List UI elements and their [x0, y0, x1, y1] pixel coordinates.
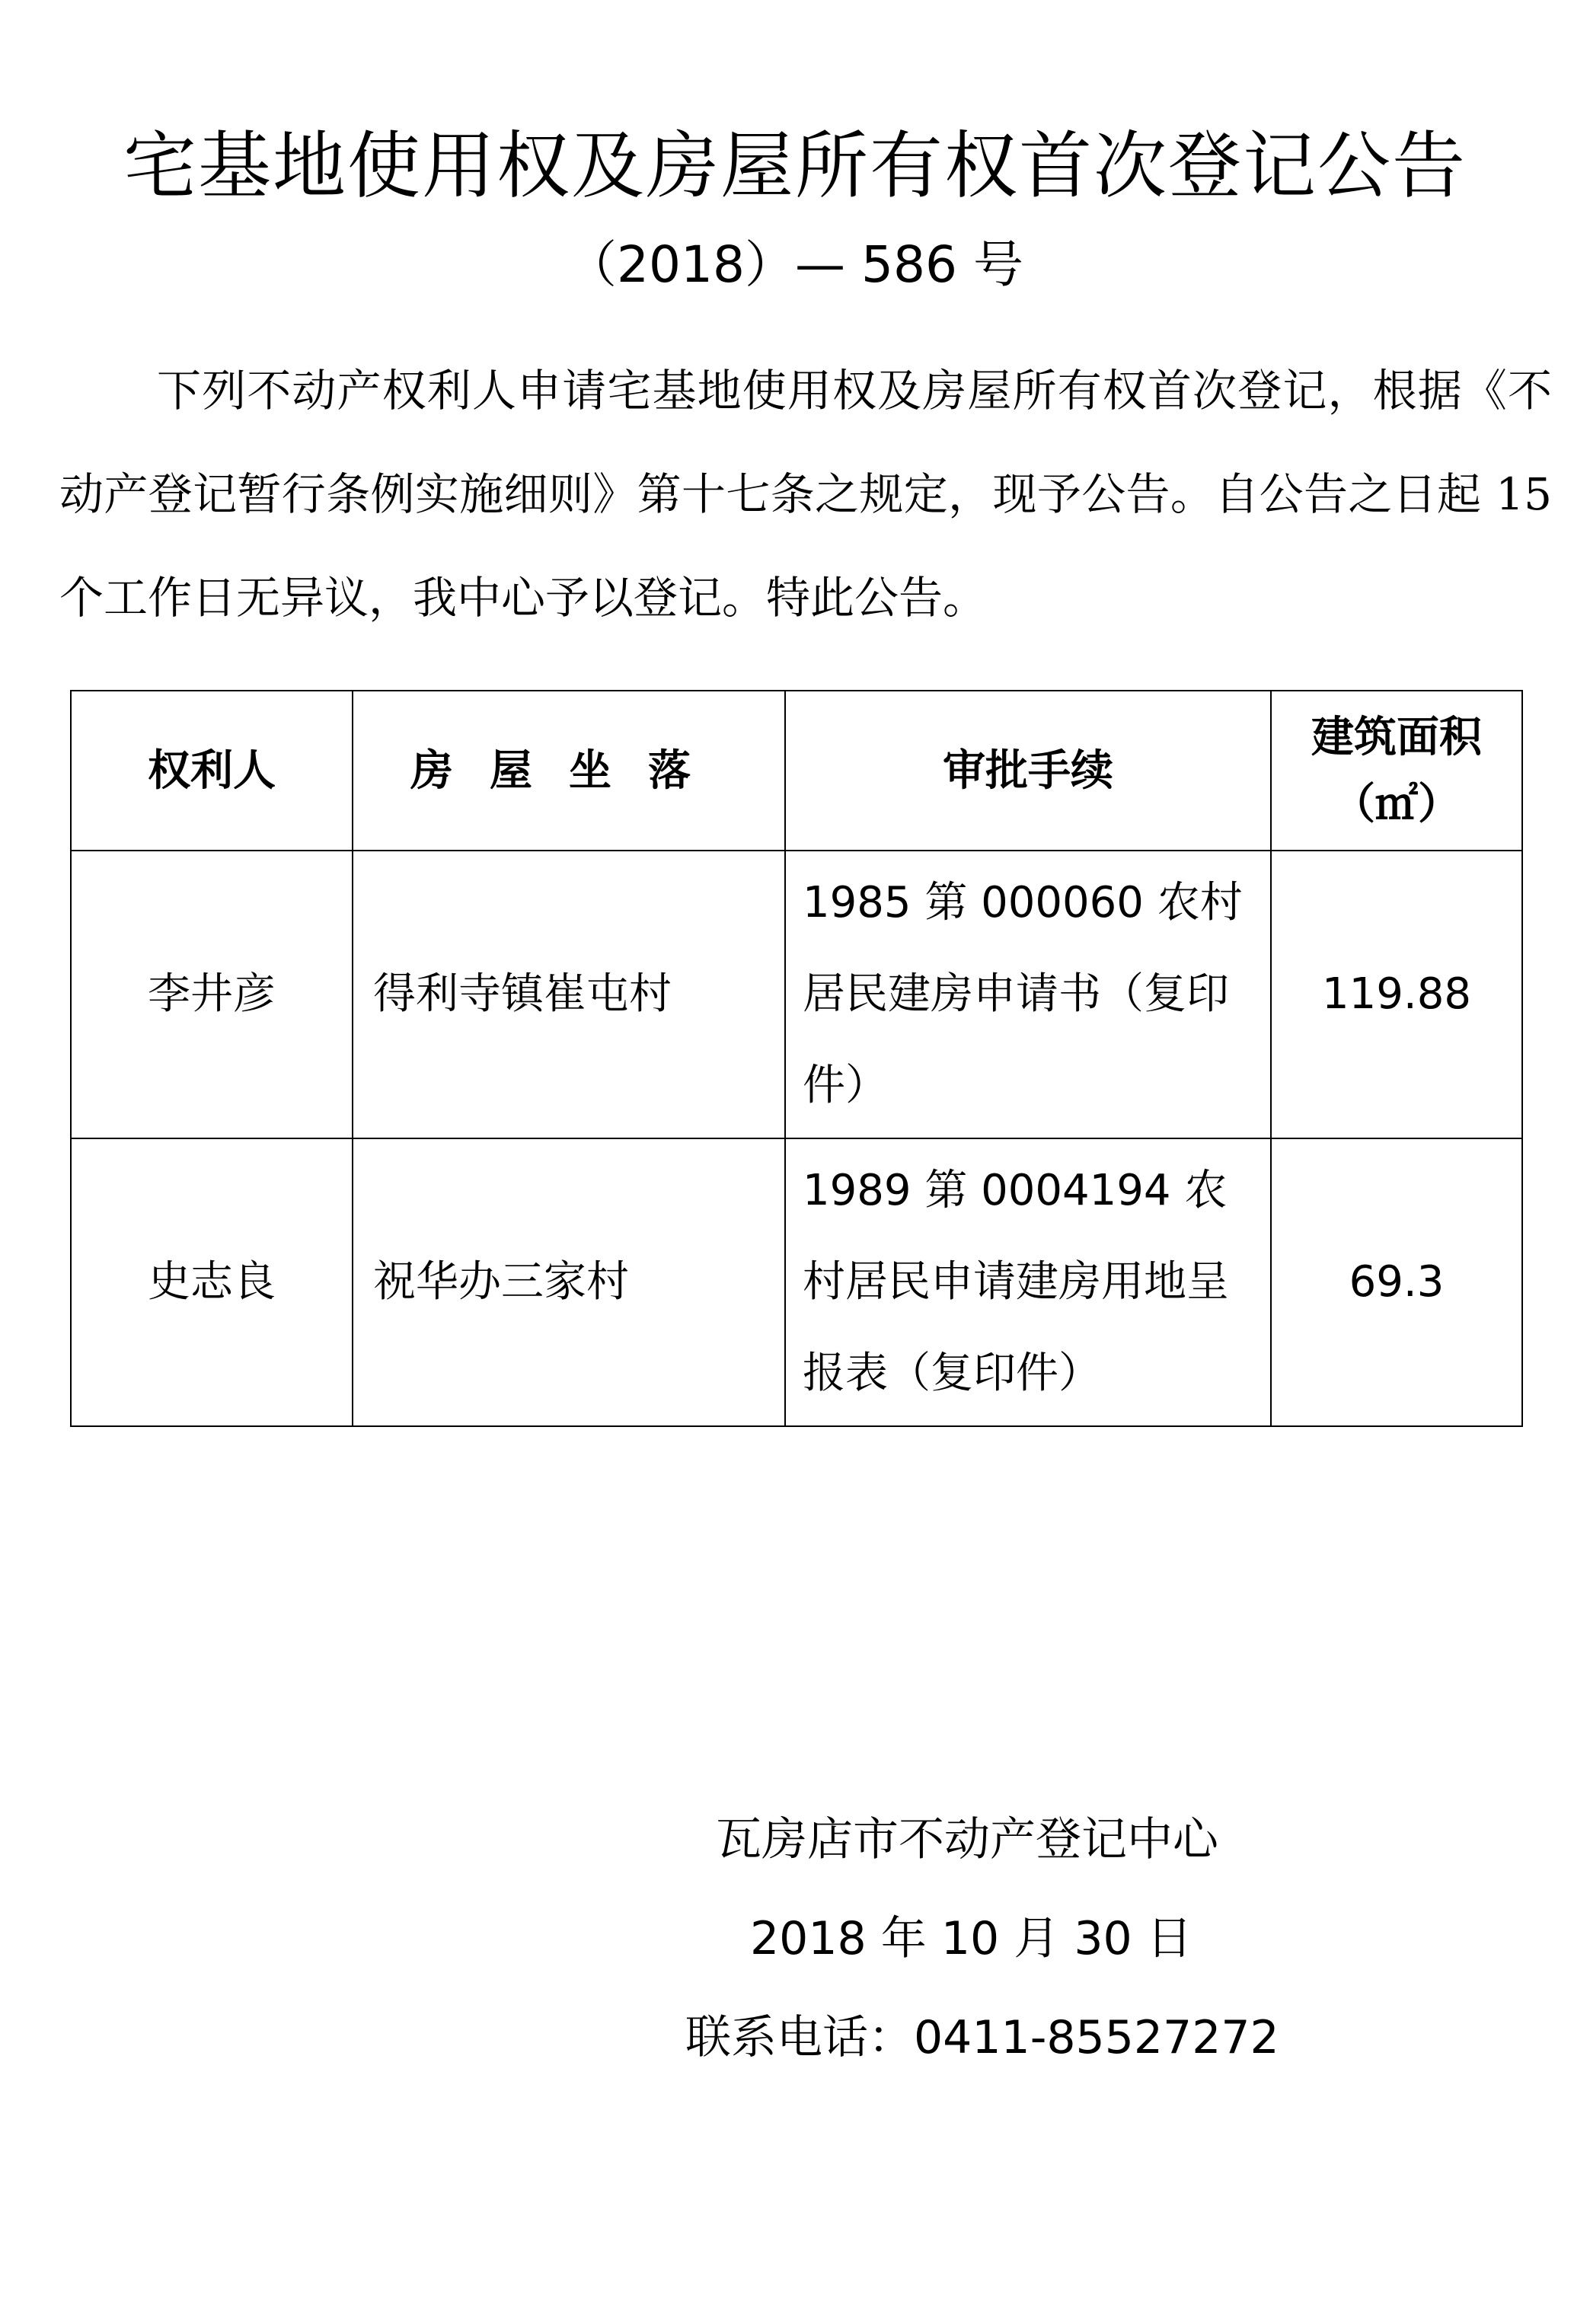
notice-title: 宅基地使用权及房屋所有权首次登记公告 [123, 123, 1467, 209]
table-header-row [71, 691, 1522, 851]
cell-location: 祝华办三家村 [353, 1138, 785, 1426]
cell-holder: 史志良 [71, 1138, 353, 1426]
cell-area: 119.88 [1271, 851, 1522, 1138]
header-approval: 审批手续 [785, 691, 1271, 851]
header-location-label: 房屋坐落 [410, 745, 727, 796]
cell-location: 得利寺镇崔屯村 [353, 851, 785, 1138]
header-area-label: 建筑面积 [1311, 712, 1482, 762]
document-number: （2018）— 586 号 [567, 235, 1023, 294]
table-row [71, 851, 1522, 1138]
registration-table [70, 690, 1523, 1427]
header-location [353, 691, 785, 851]
signature-phone: 联系电话：0411-85527272 [685, 2011, 1279, 2064]
cell-approval: 1985 第 000060 农村居民建房申请书（复印件） [785, 851, 1271, 1138]
cell-holder: 李井彦 [71, 851, 353, 1138]
header-area-unit: （㎡） [1333, 779, 1461, 829]
cell-area: 69.3 [1271, 1138, 1522, 1426]
table-row [71, 1138, 1522, 1426]
cell-approval: 1989 第 0004194 农村居民申请建房用地呈报表（复印件） [785, 1138, 1271, 1426]
signature-organization: 瓦房店市不动产登记中心 [716, 1813, 1218, 1866]
signature-date: 2018 年 10 月 30 日 [750, 1912, 1192, 1965]
header-holder: 权利人 [71, 691, 353, 851]
header-area [1271, 691, 1522, 851]
notice-body-text: 下列不动产权利人申请宅基地使用权及房屋所有权首次登记，根据《不动产登记暂行条例实施细则》第十七条之规定，现予公告。自公告之日起 15 个工作日无异议，我中心予以登记。特此公告。 [59, 365, 1552, 624]
